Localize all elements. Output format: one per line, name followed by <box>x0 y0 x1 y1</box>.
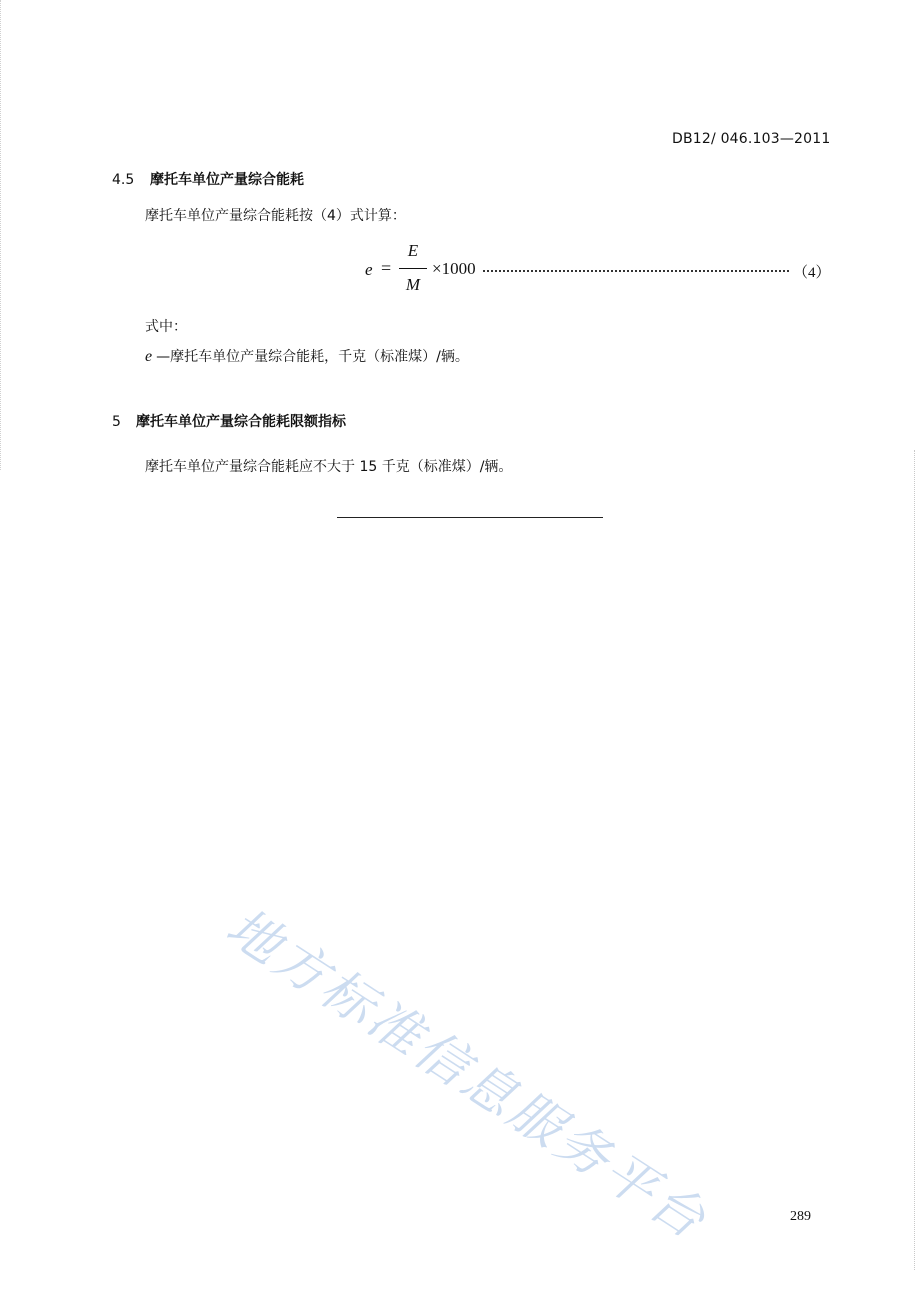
equation-number: （4） <box>793 265 831 281</box>
limit-text: 摩托车单位产量综合能耗应不大于 15 千克（标准煤）/辆。 <box>145 459 513 475</box>
section-number: 4.5 <box>112 172 135 188</box>
formula-denominator: M <box>405 275 421 294</box>
end-rule <box>337 517 603 518</box>
variable-symbol: e <box>145 348 153 365</box>
section-5-heading <box>112 411 346 431</box>
document-code: DB12/ 046.103—2011 <box>672 131 831 147</box>
formula-multiplier: ×1000 <box>432 259 476 278</box>
variable-description: —摩托车单位产量综合能耗，千克（标准煤）/辆。 <box>156 349 469 365</box>
section-number: 5 <box>112 414 121 430</box>
fraction-bar <box>399 268 427 269</box>
section-4-5-heading <box>112 169 304 189</box>
formula-numerator: E <box>407 241 419 260</box>
section-title: 摩托车单位产量综合能耗 <box>150 172 304 188</box>
formula-intro-text: 摩托车单位产量综合能耗按（4）式计算： <box>145 208 406 224</box>
variable-definition <box>145 346 469 366</box>
formula-lhs: e <box>365 260 373 279</box>
section-title: 摩托车单位产量综合能耗限额指标 <box>136 414 346 430</box>
scan-edge-right <box>914 450 917 1270</box>
formula-equals: = <box>381 258 392 278</box>
dot-leader <box>483 270 789 272</box>
page-number: 289 <box>790 1209 811 1224</box>
scan-edge-left <box>0 0 3 470</box>
where-label: 式中： <box>145 319 187 335</box>
watermark: 地方标准信息服务平台 <box>215 896 719 1253</box>
